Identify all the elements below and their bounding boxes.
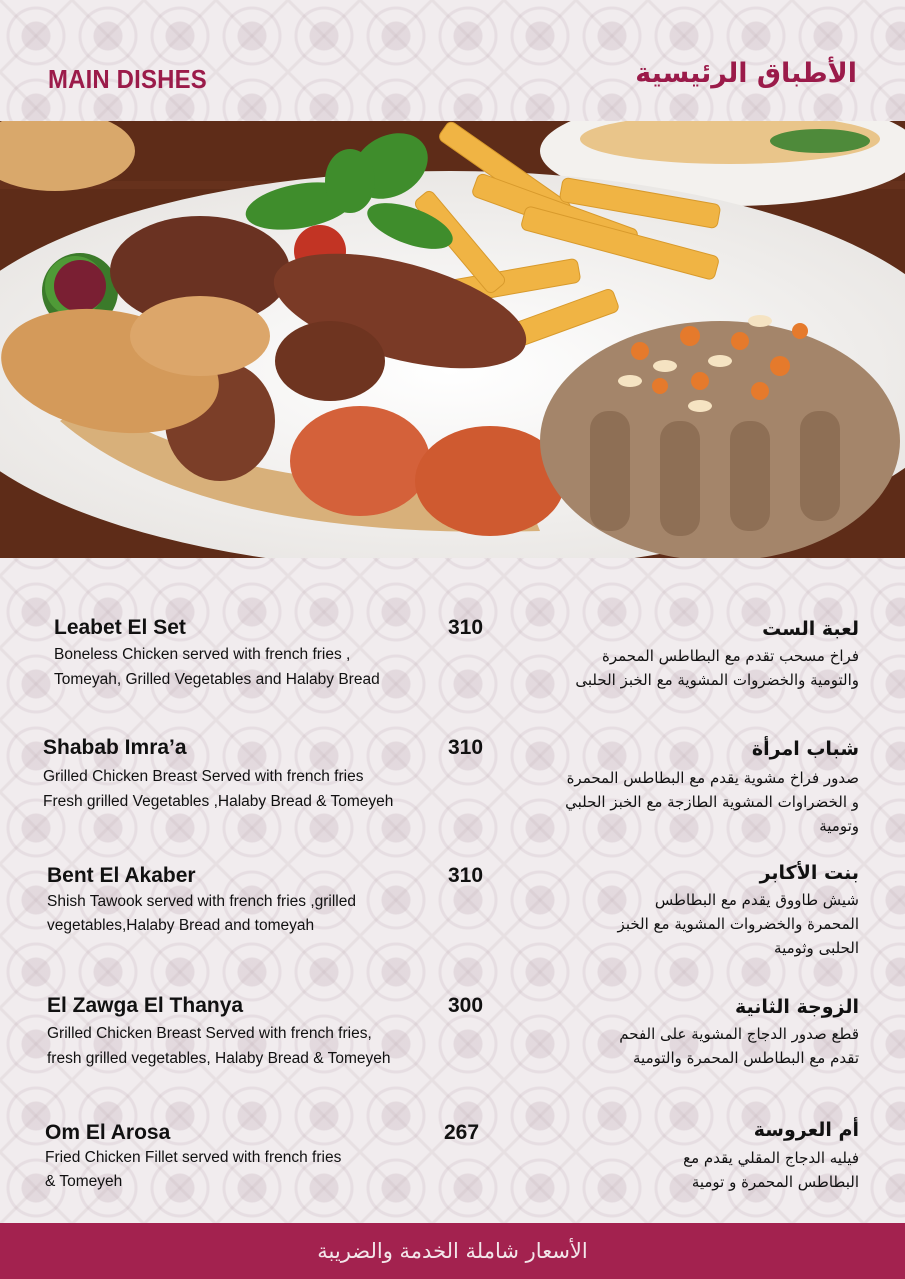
page-title: MAIN DISHES: [48, 64, 207, 94]
footer-note: الأسعار شاملة الخدمة والضريبة: [317, 1239, 588, 1263]
dish-description-en-line: fresh grilled vegetables, Halaby Bread & Tomeyeh: [47, 1050, 391, 1067]
dish-description-ar-line: صدور فراخ مشوية يقدم مع البطاطس المحمرة: [566, 769, 859, 787]
dish-price: 267: [444, 1121, 480, 1144]
dish-description-en-line: Grilled Chicken Breast Served with french fries,: [47, 1025, 372, 1042]
dish-name-en: Om El Arosa: [45, 1121, 171, 1144]
dish-description-ar-line: تقدم مع البطاطس المحمرة والتومية: [633, 1049, 859, 1067]
dish-description-ar-line: وتومية: [819, 817, 859, 835]
dish-description-en-line: Shish Tawook served with french fries ,grilled: [47, 893, 356, 910]
dish-description-ar-line: قطع صدور الدجاج المشوية على الفحم: [619, 1025, 859, 1043]
dish-price: 310: [448, 864, 484, 887]
dish-description-ar-line: شيش طاووق يقدم مع البطاطس: [654, 891, 859, 909]
dish-description-ar-line: فراخ مسحب تقدم مع البطاطس المحمرة: [601, 647, 859, 665]
dish-description-en-line: Fresh grilled Vegetables ,Halaby Bread & Tomeyeh: [43, 793, 394, 810]
dish-description-en-line: vegetables,Halaby Bread and tomeyah: [47, 917, 315, 934]
dish-description-en-line: Boneless Chicken served with french fries ,: [54, 646, 351, 663]
dish-name-ar: بنت الأكابر: [759, 862, 859, 884]
dish-description-ar-line: البطاطس المحمرة و تومية: [691, 1173, 859, 1191]
dish-name-en: El Zawga El Thanya: [47, 994, 244, 1017]
footer-bar: [0, 1223, 905, 1279]
dish-price: 310: [448, 616, 484, 639]
dish-description-ar-line: فيليه الدجاج المقلي يقدم مع: [683, 1149, 859, 1167]
dish-price: 310: [448, 736, 484, 759]
dish-name-ar: الزوجة الثانية: [734, 996, 859, 1018]
dish-description-ar-line: الحلبى وثومية: [774, 939, 859, 957]
dish-description-en-line: Fried Chicken Fillet served with french fries: [45, 1149, 342, 1166]
dish-name-ar: شباب امرأة: [751, 738, 859, 760]
dish-name-ar: لعبة الست: [762, 618, 859, 640]
dish-description-en-line: & Tomeyeh: [45, 1173, 123, 1190]
dish-name-en: Shabab Imra’a: [43, 736, 187, 759]
dish-name-ar: أم العروسة: [753, 1119, 859, 1141]
dish-price: 300: [448, 994, 484, 1017]
dish-photo: [0, 121, 905, 558]
dish-name-en: Leabet El Set: [54, 616, 186, 639]
dish-name-en: Bent El Akaber: [47, 864, 196, 887]
dish-description-en-line: Tomeyah, Grilled Vegetables and Halaby Bread: [54, 671, 380, 688]
dish-description-ar-line: والتومية والخضروات المشوية مع الخبز الحلبى: [575, 671, 859, 689]
page-title-arabic: الأطباق الرئيسية: [635, 58, 857, 89]
dish-description-ar-line: المحمرة والخضروات المشوية مع الخبز: [617, 915, 859, 933]
dish-description-en-line: Grilled Chicken Breast Served with french fries: [43, 768, 364, 785]
dish-description-ar-line: و الخضراوات المشوية الطازجة مع الخبز الحلبي: [565, 793, 859, 811]
